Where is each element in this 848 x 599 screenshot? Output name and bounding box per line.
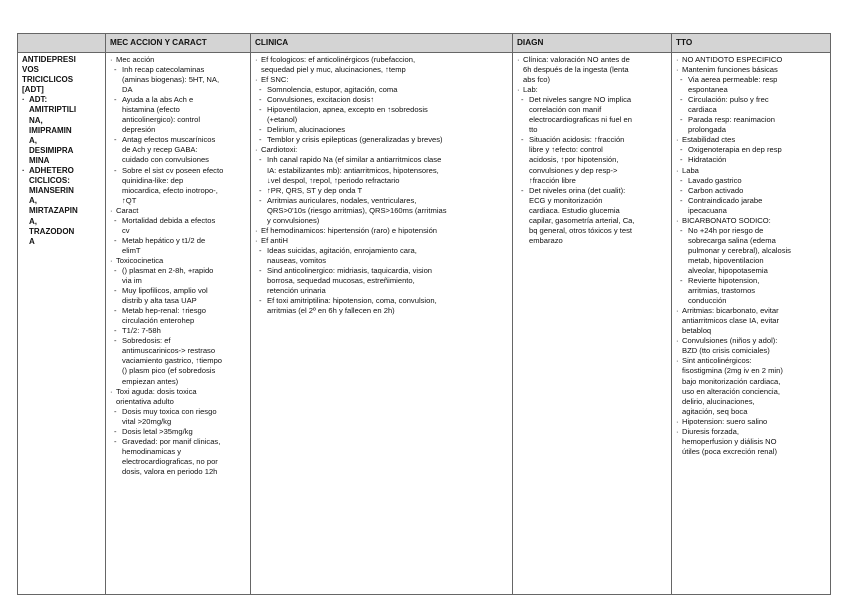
- text-line: hemoperfusion y diálisis NO: [682, 436, 777, 446]
- text-line: Dosis letal >35mg/kg: [122, 426, 193, 436]
- clinica-cell: [251, 53, 513, 595]
- text-line: A: [29, 236, 35, 246]
- text-line: DESIMIPRA: [29, 145, 74, 155]
- toxicology-table: [17, 33, 831, 595]
- list-item: [255, 55, 508, 75]
- text-line: (+etanol): [267, 115, 298, 125]
- text-line: Ef hemodinamicos: hipertensión (raro) e hipotensión: [261, 225, 438, 235]
- drug-group: [22, 166, 101, 247]
- text-line: antiarritmicos clase IA, evitar: [682, 316, 780, 326]
- list-item: [255, 75, 508, 85]
- text-line: nauseas, vomitos: [267, 255, 327, 265]
- text-line: A,: [29, 196, 37, 206]
- list-item: [255, 135, 508, 145]
- text-line: cv: [122, 225, 130, 235]
- text-line: DA: [122, 85, 133, 95]
- list-item: [255, 186, 508, 196]
- list-item: [676, 135, 826, 145]
- text-line: Hidratación: [688, 155, 727, 165]
- list-item: [110, 266, 246, 286]
- list-item: [676, 276, 826, 306]
- text-line: TRAZODON: [29, 226, 75, 236]
- text-line: Inh recap catecolaminas: [122, 65, 205, 75]
- text-line: cardiaca. Estudio glucemia: [529, 205, 620, 215]
- drug-class-cell: [18, 53, 106, 595]
- text-line: convulsiones y dep resp->: [529, 165, 618, 175]
- list-item: [676, 427, 826, 457]
- list-item: [110, 427, 246, 437]
- text-line: Somnolencia, estupor, agitación, coma: [267, 85, 398, 95]
- text-line: MIRTAZAPIN: [29, 206, 78, 216]
- text-line: ipecacuana: [688, 205, 727, 215]
- header-empty: [18, 34, 106, 53]
- text-line: ↑PR, QRS, ST y dep onda T: [267, 185, 363, 195]
- text-line: Circulación: pulso y frec: [688, 95, 769, 105]
- text-line: NA,: [29, 115, 43, 125]
- list-item: [110, 336, 246, 386]
- text-line: libre y ↑efecto: control: [529, 145, 603, 155]
- title-line: VOS: [22, 65, 39, 75]
- text-line: depresión: [122, 125, 156, 135]
- text-line: Via aerea permeable: resp: [688, 75, 778, 85]
- list-item: [255, 145, 508, 155]
- text-line: electrocardiograficas ni fuel en: [529, 115, 632, 125]
- text-line: Ayuda a la abs Ach e: [122, 95, 194, 105]
- text-line: MIANSERIN: [29, 186, 74, 196]
- list-item: [110, 95, 246, 135]
- list-item: [517, 186, 667, 246]
- text-line: Parada resp: reanimacion: [688, 115, 775, 125]
- text-line: Lab:: [523, 85, 538, 95]
- header-tto: TTO: [672, 34, 831, 53]
- text-line: Ef toxi amitriptilina: hipotension, coma, convulsion,: [267, 296, 437, 306]
- list-item: [255, 155, 508, 185]
- text-line: Cardiotoxi:: [261, 145, 298, 155]
- list-item: [676, 65, 826, 75]
- list-item: [676, 226, 826, 276]
- text-line: Ef SNC:: [261, 75, 289, 85]
- text-line: espontanea: [688, 85, 728, 95]
- text-line: tto: [529, 125, 538, 135]
- list-item: [255, 125, 508, 135]
- list-item: [110, 387, 246, 407]
- text-line: sobrecarga salina (edema: [688, 235, 776, 245]
- list-item: [676, 115, 826, 135]
- title-line: [ADT]: [22, 85, 44, 95]
- tto-cell: [672, 53, 831, 595]
- drug-group: [22, 95, 101, 166]
- text-line: arritmias, trastornos: [688, 286, 756, 296]
- text-line: Ef fcologicos: ef anticolinérgicos (rubefaccion,: [261, 55, 416, 64]
- list-item: [676, 95, 826, 115]
- list-item: [676, 306, 826, 336]
- text-line: Laba: [682, 165, 699, 175]
- text-line: betabloq: [682, 326, 712, 336]
- text-line: anticolinergico): control: [122, 115, 201, 125]
- header-row: [18, 34, 831, 53]
- list-item: [110, 326, 246, 336]
- text-line: empiezan antes): [122, 376, 179, 386]
- text-line: Toxicocinetica: [116, 255, 164, 265]
- list-item: [676, 145, 826, 155]
- text-line: Sobredosis: ef: [122, 336, 171, 346]
- drug-class-title: [22, 55, 101, 95]
- list-item: [110, 206, 246, 216]
- text-line: Arritmias auriculares, nodales, ventriculares,: [267, 195, 417, 205]
- text-line: conducción: [688, 296, 727, 306]
- text-line: ↑QT: [122, 195, 137, 205]
- text-line: NO ANTIDOTO ESPECIFICO: [682, 55, 783, 64]
- text-line: Situación acidosis: ↑fracción: [529, 135, 625, 145]
- text-line: bq general, otros tóxicos y test: [529, 225, 632, 235]
- header-diagn: DIAGN: [513, 34, 672, 53]
- text-line: Toxi aguda: dosis toxica: [116, 386, 197, 396]
- list-item: [676, 55, 826, 65]
- text-line: Arritmias: bicarbonato, evitar: [682, 306, 779, 316]
- text-line: orientativa adulto: [116, 396, 174, 406]
- text-line: BICARBONATO SODICO:: [682, 215, 771, 225]
- text-line: capilar, gasometría arterial, Ca,: [529, 215, 635, 225]
- text-line: Contraindicado jarabe: [688, 195, 763, 205]
- mec-accion-cell: [106, 53, 251, 595]
- list-item: [255, 95, 508, 105]
- list-item: [676, 417, 826, 427]
- list-item: [110, 437, 246, 477]
- text-line: vaciamiento gastrico, ↑tiempo: [122, 356, 223, 366]
- text-line: ↓vel despol, ↑repol, ↑periodo refractario: [267, 175, 400, 185]
- text-line: circulación enterohep: [122, 316, 195, 326]
- list-item: [517, 85, 667, 95]
- text-line: BZD (tto crisis comiciales): [682, 346, 770, 356]
- text-line: Mortalidad debida a efectos: [122, 215, 216, 225]
- list-item: [676, 336, 826, 356]
- text-line: Clínica: valoración NO antes de: [523, 55, 630, 64]
- title-line: ANTIDEPRESI: [22, 55, 76, 64]
- list-item: [676, 216, 826, 226]
- text-line: Mantenim funciones básicas: [682, 65, 778, 75]
- text-line: cardiaca: [688, 105, 717, 115]
- text-line: MINA: [29, 155, 50, 165]
- list-item: [676, 155, 826, 165]
- list-item: [676, 186, 826, 196]
- list-item: [676, 196, 826, 216]
- text-line: A,: [29, 135, 37, 145]
- list-item: [110, 216, 246, 236]
- header-mec-accion: MEC ACCION Y CARACT: [106, 34, 251, 53]
- text-line: de Ach y recep GABA:: [122, 145, 198, 155]
- diagn-list: [517, 55, 667, 246]
- text-line: Delirium, alucinaciones: [267, 125, 346, 135]
- text-line: No +24h por riesgo de: [688, 225, 764, 235]
- list-item: [255, 226, 508, 236]
- text-line: () plasmat en 2-8h, +rapido: [122, 265, 214, 275]
- text-line: Muy lipofilicos, amplio vol: [122, 286, 208, 296]
- text-line: Caract: [116, 205, 139, 215]
- text-line: Convulsiones (niños y adol):: [682, 336, 778, 346]
- text-line: miocardica, efecto inotropo-,: [122, 185, 218, 195]
- text-line: Estabilidad ctes: [682, 135, 736, 145]
- list-item: [110, 55, 246, 65]
- list-item: [676, 176, 826, 186]
- list-item: [255, 266, 508, 296]
- text-line: Inh canal rapido Na (ef similar a antiarritmicos clase: [267, 155, 442, 165]
- text-line: delirio, alucinaciones,: [682, 396, 755, 406]
- text-line: ECG y monitorización: [529, 195, 603, 205]
- text-line: metab, hipoventilacion: [688, 255, 764, 265]
- text-line: 6h después de la ingesta (lenta: [523, 65, 629, 75]
- text-line: Oxigenoterapia en dep resp: [688, 145, 782, 155]
- text-line: Metab hep-renal: ↑riesgo: [122, 306, 206, 316]
- text-line: vital >20mg/kg: [122, 416, 172, 426]
- text-line: dosis, valora en periodo 12h: [122, 466, 218, 476]
- text-line: ↑fracción libre: [529, 175, 576, 185]
- text-line: Metab hepático y t1/2 de: [122, 235, 206, 245]
- text-line: A,: [29, 216, 37, 226]
- text-line: sequedad piel y muc, alucinaciones, ↑temp: [261, 65, 406, 75]
- list-item: [110, 166, 246, 206]
- drug-list: [22, 95, 101, 246]
- text-line: IMIPRAMIN: [29, 125, 72, 135]
- text-line: Sobre el sist cv poseen efecto: [122, 165, 224, 175]
- text-line: Sint anticolinérgicos:: [682, 356, 752, 366]
- clinica-list: [255, 55, 508, 316]
- text-line: borrosa, sequedad mucosas, estreñimiento,: [267, 276, 415, 286]
- text-line: Sind anticolinergico: midriasis, taquicardia, vision: [267, 265, 433, 275]
- text-line: CICLICOS:: [29, 176, 70, 186]
- content-row: [18, 53, 831, 595]
- text-line: fisostigmina (2mg iv en 2 min): [682, 366, 783, 376]
- text-line: agitación, seq boca: [682, 406, 748, 416]
- list-item: [676, 75, 826, 95]
- text-line: Lavado gastrico: [688, 175, 742, 185]
- text-line: () plasm pico (ef sobredosis: [122, 366, 216, 376]
- text-line: cuidado con convulsiones: [122, 155, 209, 165]
- text-line: QRS>0'10s (riesgo arritmias), QRS>160ms (arritmias: [267, 205, 447, 215]
- text-line: Ef antiH: [261, 235, 289, 245]
- text-line: Ideas suicidas, agitación, enrojamiento cara,: [267, 245, 417, 255]
- text-line: Carbon activado: [688, 185, 744, 195]
- text-line: Hipoventilacion, apnea, excepto en ↑sobredosis: [267, 105, 428, 115]
- list-item: [255, 105, 508, 125]
- text-line: (aminas biogenas): 5HT, NA,: [122, 75, 220, 85]
- text-line: distrib y alta tasa UAP: [122, 296, 197, 306]
- list-item: [110, 407, 246, 427]
- text-line: útiles (poca excreción renal): [682, 446, 777, 456]
- list-item: [255, 246, 508, 266]
- list-item: [517, 55, 667, 85]
- list-item: [110, 286, 246, 306]
- text-line: quinidina-like: dep: [122, 175, 184, 185]
- text-line: prolongada: [688, 125, 727, 135]
- list-item: [110, 135, 246, 165]
- list-item: [517, 135, 667, 185]
- text-line: Dosis muy toxica con riesgo: [122, 406, 217, 416]
- list-item: [110, 256, 246, 266]
- list-item: [110, 236, 246, 256]
- text-line: Temblor y crisis epilepticas (generalizadas y breves): [267, 135, 443, 145]
- text-line: IA: estabilizantes mb): antiarritmicos, hipotensores,: [267, 165, 439, 175]
- text-line: ADHETERO: [29, 166, 74, 176]
- text-line: abs fco): [523, 75, 551, 85]
- list-item: [517, 95, 667, 135]
- list-item: [255, 296, 508, 316]
- text-line: Antag efectos muscarínicos: [122, 135, 216, 145]
- text-line: Revierte hipotension,: [688, 276, 760, 286]
- text-line: ADT:: [29, 95, 48, 105]
- text-line: acidosis, ↑por hipotensión,: [529, 155, 619, 165]
- text-line: retención urinaria: [267, 286, 326, 296]
- diagn-cell: [513, 53, 672, 595]
- list-item: [255, 236, 508, 246]
- text-line: y convulsiones): [267, 215, 320, 225]
- text-line: embarazo: [529, 235, 563, 245]
- list-item: [255, 196, 508, 226]
- text-line: alveolar, hipopotasemia: [688, 265, 768, 275]
- text-line: Hipotension: suero salino: [682, 416, 768, 426]
- text-line: Diuresis forzada,: [682, 426, 739, 436]
- text-line: Det niveles orina (det cualit):: [529, 185, 626, 195]
- text-line: uso en alteración conciencia,: [682, 386, 780, 396]
- text-line: pulmonar y cerebral), alcalosis: [688, 245, 791, 255]
- list-item: [110, 306, 246, 326]
- text-line: antimuscarinicos-> restraso: [122, 346, 216, 356]
- list-item: [110, 65, 246, 95]
- text-line: elimT: [122, 245, 141, 255]
- text-line: Mec acción: [116, 55, 155, 64]
- text-line: histamina (efecto: [122, 105, 180, 115]
- text-line: via im: [122, 276, 142, 286]
- text-line: AMITRIPTILI: [29, 105, 77, 115]
- text-line: electrocardiograficas, no por: [122, 456, 218, 466]
- header-clinica: CLINICA: [251, 34, 513, 53]
- text-line: correlación con manif: [529, 105, 602, 115]
- text-line: arritmias (el 2º en 6h y fallecen en 2h): [267, 306, 395, 316]
- title-line: TRICICLICOS: [22, 75, 74, 85]
- text-line: Det niveles sangre NO implica: [529, 95, 632, 105]
- text-line: bajo monitorización cardiaca,: [682, 376, 781, 386]
- list-item: [676, 356, 826, 416]
- text-line: T1/2: 7-58h: [122, 326, 161, 336]
- text-line: Gravedad: por manif clinicas,: [122, 436, 221, 446]
- list-item: [255, 85, 508, 95]
- mec-accion-list: [110, 55, 246, 477]
- list-item: [676, 166, 826, 176]
- tto-list: [676, 55, 826, 457]
- text-line: Convulsiones, excitacion dosis↑: [267, 95, 375, 105]
- text-line: hemodinamicas y: [122, 446, 182, 456]
